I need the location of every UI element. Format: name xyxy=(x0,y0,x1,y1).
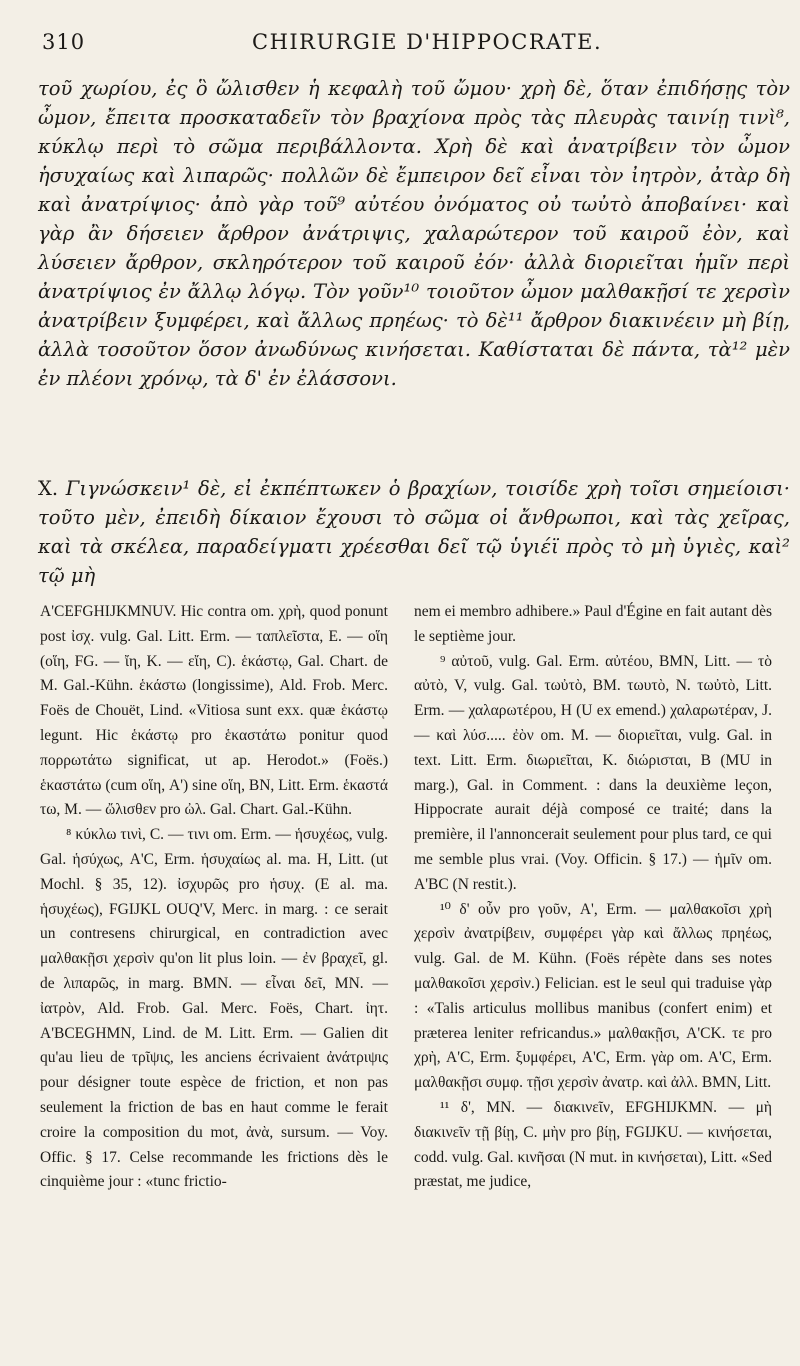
notes-right-column xyxy=(414,600,772,1195)
note-8: ⁸ κύκλω τινὶ, C. — τινι om. Erm. — ἡσυχέως, vulg. Gal. ἡσύχως, A'C, Erm. ἡσυχαίως al. ma. H, Litt. (ut Mochl. § 35, 12). ἰσχυρῶς pro ἡσυχ. (E al. ma. ἡσυχέως), FGIJKL OUQ'V, Merc. in marg. : ce serait un contresens chirurgical, en contradiction avec μαλθακῇσι χερσὶν qu'on lit plus loin. — ἐν βραχεῖ, gl. de λιπαρῶς, in marg. BMN. — εἶναι δεῖ, MN. — ἰατρὸν, Ald. Frob. Gal. Merc. Foës, Chart. ἰητ. A'BCEGHMN, Lind. de M. Litt. Erm. — Galien dit qu'au lieu de τρῖψις, les anciens écrivaient ἀνάτριψις pour désigner toute espèce de friction, et non pas seulement la friction de bas en haut comme le ferait croire la composition du mot, ἀνὰ, sursum. — Voy. Offic. § 17. Celse recommande les frictions dès le cinquième jour : «tunc frictio- xyxy=(40,826,388,1191)
notes-left-column xyxy=(40,600,388,1195)
note-continuation-right: nem ei membro adhibere.» Paul d'Égine en fait autant dès le septième jour. xyxy=(414,603,772,645)
note-11: ¹¹ δ', MN. — διακινεῖν, EFGHIJKMN. — μὴ διακινεῖν τῇ βίῃ, C. μὴν pro βίῃ, FGIJKU. — κινήσεται, codd. vulg. Gal. κινῆσαι (N mut. in κινήσεται), Litt. «Sed præstat, me judice, xyxy=(414,1098,772,1191)
running-header xyxy=(42,30,782,62)
page-number: 310 xyxy=(42,30,86,54)
greek-section-x xyxy=(38,474,790,590)
greek-paragraph-2-text: Γιγνώσκειν¹ δὲ, εἰ ἐκπέπτωκεν ὁ βραχίων, τοισίδε χρὴ τοῖσι σημείοισι· τοῦτο μὲν, ἐπειδὴ δίκαιον ἔχουσι τὸ σῶμα οἱ ἄνθρωποι, καὶ τὰς χεῖρας, καὶ τὰ σκέλεα, παραδείγματι χρέεσθαι δεῖ τῷ ὑγιέϊ πρὸς τὸ μὴ ὑγιὲς, καὶ² τῷ μὴ xyxy=(38,477,790,587)
note-continuation: A'CEFGHIJKMNUV. Hic contra om. χρὴ, quod ponunt post ἰσχ. vulg. Gal. Litt. Erm. — ταπλεῖστα, E. — οἵη (οἵη, FG. — ἴη, K. — εἴη, C). ἑκάστῳ, Gal. Chart. de M. Gal.-Kühn. ἑκάστω (longissime), Ald. Frob. Merc. Foës de Chouët, Lind. «Vitiosa sunt exx. quæ ἑκάστῳ legunt. Hic ἑκάστῳ pro ἑκαστάτω ponitur quod πορρωτάτω significat, ut ap. Herodot.» (Foës.) ἑκαστάτω (cum οἵη, A') sine οἵη, BN, Litt. Erm. ἑκαστά τω, M. — ὤλισθεν pro ὠλ. Gal. Chart. Gal.-Kühn. xyxy=(40,603,388,819)
greek-paragraph-2 xyxy=(38,474,790,590)
running-title: CHIRURGIE D'HIPPOCRATE. xyxy=(252,30,603,54)
section-number: X. xyxy=(38,477,59,500)
greek-paragraph-1: τοῦ χωρίου, ἐς ὃ ὤλισθεν ἡ κεφαλὴ τοῦ ὤμου· χρὴ δὲ, ὅταν ἐπιδήσῃς τὸν ὦμον, ἔπειτα προσκαταδεῖν τὸν βραχίονα πρὸς τὰς πλευρὰς ταινίῃ τινὶ⁸, κύκλῳ περὶ τὸ σῶμα περιβάλλοντα. Χρὴ δὲ καὶ ἀνατρίβειν τὸν ὦμον ἡσυχαίως καὶ λιπαρῶς· πολλῶν δὲ ἔμπειρον δεῖ εἶναι τὸν ἰητρὸν, ἀτὰρ δὴ καὶ ἀνατρίψιος· ἀπὸ γὰρ τοῦ⁹ αὐτέου ὀνόματος οὐ τωὐτὸ ἀποβαίνει· καὶ γὰρ ἂν δήσειεν ἄρθρον ἀνάτριψις, χαλαρώτερον τοῦ καιροῦ ἐὸν, καὶ λύσειεν ἄρθρον, σκληρότερον τοῦ καιροῦ ἐόν· ἀλλὰ διοριεῖται ἡμῖν περὶ ἀνατρίψιος ἐν ἄλλῳ λόγῳ. Τὸν γοῦν¹⁰ τοιοῦτον ὦμον μαλθακῇσί τε χερσὶν ἀνατρίβειν ξυμφέρει, καὶ ἄλλως πρηέως· τὸ δὲ¹¹ ἄρθρον διακινέειν μὴ βίῃ, ἀλλὰ τοσοῦτον ὅσον ἀνωδύνως κινήσεται. Καθίσταται δὲ πάντα, τὰ¹² μὲν ἐν πλέονι χρόνῳ, τὰ δ' ἐν ἐλάσσονι. xyxy=(38,77,790,390)
greek-main-text xyxy=(38,74,790,393)
note-10: ¹⁰ δ' οὖν pro γοῦν, A', Erm. — μαλθακοῖσι χρὴ χερσὶν ἀνατρίβειν, συμφέρει γὰρ καὶ ἄλλως πρηέως, vulg. Gal. de M. Kühn. (Foës répète dans ses notes μαλθακοῖσι χερσὶν.) Felician. est le seul qui traduise γὰρ : «Talis articulus mollibus manibus (confert enim) et præterea leniter refricandus.» μαλθακῇσι, A'CK. τε pro χρὴ, A'C, Erm. ξυμφέρει, A'C, Erm. γὰρ om. A'C, Erm. μαλθακῇσι συμφ. τῇσι χερσὶν ἀνατρ. καὶ ἀλλ. BMN, Litt. xyxy=(414,900,772,1092)
note-9: ⁹ αὐτοῦ, vulg. Gal. Erm. αὐτέου, BMN, Litt. — τὸ αὐτὸ, V, vulg. Gal. τωὐτὸ, BM. τωυτὸ, N. τωὐτὸ, Litt. Erm. — χαλαρωτέρου, H (U ex emend.) χαλαρωτέραν, J. — καὶ λύσ..... ἐὸν om. M. — διοριεῖται, vulg. Gal. in text. Litt. Erm. διωριεῖται, K. διώρισται, B (MU in marg.), Gal. in Comment. : dans la deuxième leçon, Hippocrate aurait déjà composé ce traité; dans la première, il l'annoncerait seulement pour plus tard, ce qui me semble plus vrai. (Voy. Officin. § 17.) — ἡμῖν om. A'BC (N restit.). xyxy=(414,652,772,893)
